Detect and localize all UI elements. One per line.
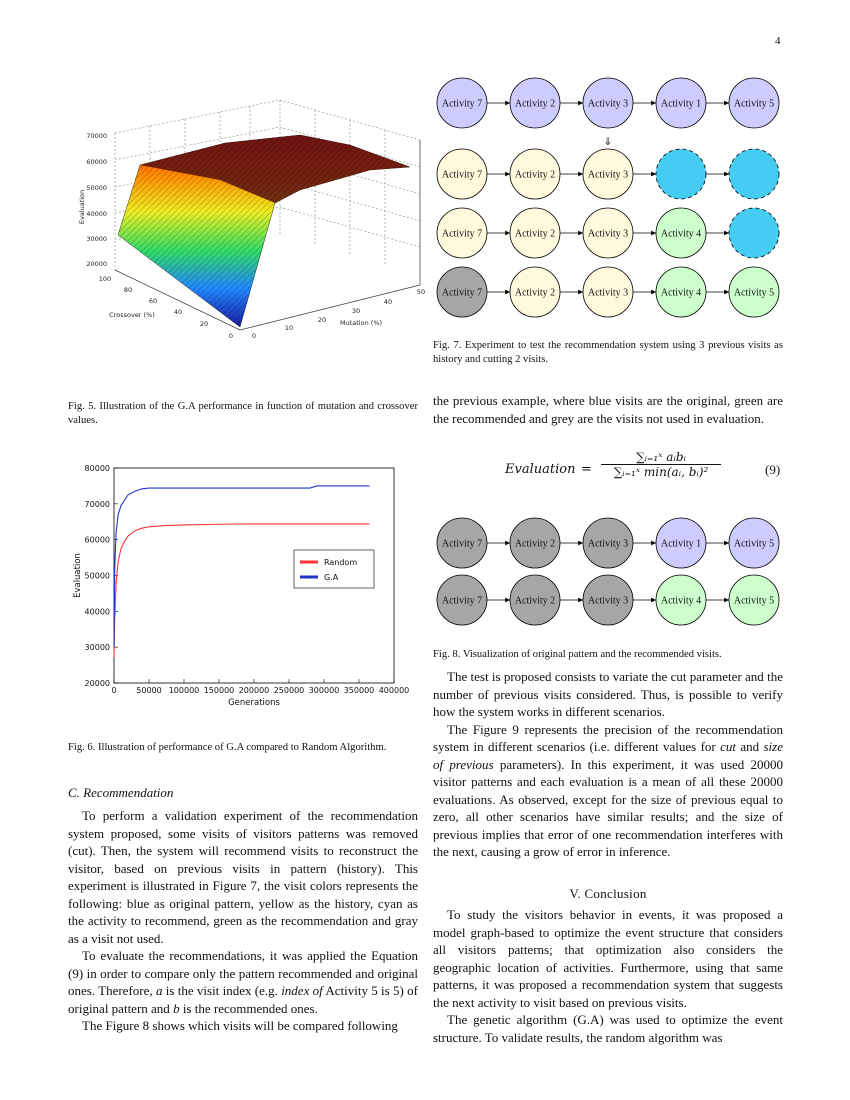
fig6-x-tick-label: 350000 [343,686,375,695]
fig8-activity-label: Activity 5 [733,538,775,550]
continuation-paragraph: the previous example, where blue visits are the original, green are the recommended and grey are the visits not used in evaluation. [433,393,783,426]
fig8-activity-label: Activity 4 [660,595,702,607]
test-paragraph: The test is proposed consists to variate the cut parameter and the number of previous visits considered. Thus, is possible to verify how the system works in different scenarios. [433,669,783,719]
fig6-x-label: Generations [228,698,280,708]
fig6-legend [294,550,374,588]
fig6-x-tick-label: 300000 [308,686,340,695]
fig5-z-tick: 40000 [86,210,107,218]
fig6-y-tick-label: 60000 [84,535,110,545]
equation-lhs: Evaluation [505,462,576,477]
fig6-x-tick-label: 250000 [273,686,305,695]
section-c-paragraph: To perform a validation experiment of the recommendation system proposed, some visits of visitors patterns was removed (cut). Then, the system will recommend visits to reconstruct the visitor, based on previous visits in pattern (history). This experiment is illustrated in Figure 7, the visit colors represents the following: blue as original pattern, yellow as the history, cyan as the activity to recommend, green as the recommendation and gray as a visit not used. [68,808,418,946]
fig7-activity-label: Activity 3 [587,169,629,181]
fig7-activity-label: Activity 3 [587,228,629,240]
right-column-text-2 [433,668,783,861]
fig5-mutation-tick: 50 [416,288,426,296]
fig6-y-tick-label: 80000 [84,464,110,473]
fig6-x-tick-label: 200000 [238,686,270,695]
fig5-crossover-label: Crossover (%) [109,311,155,319]
fig8-activity-label: Activity 7 [441,538,483,550]
fig6-x-tick-label: 50000 [136,686,162,695]
equation-fraction [601,450,721,479]
fig6-x-tick-label: 150000 [203,686,235,695]
section-c-paragraph: The Figure 8 shows which visits will be compared following [82,1018,398,1033]
fig5-z-tick: 20000 [86,260,107,268]
fig7-activity-node [729,149,779,199]
fig6-legend-label: G.A [324,573,339,582]
fig6-y-tick-label: 70000 [84,499,110,509]
fig8-activity-label: Activity 5 [733,595,775,607]
fig8-activity-label: Activity 2 [514,595,556,607]
fig5-mutation-tick: 40 [383,298,393,306]
fig5-mutation-tick: 0 [251,332,257,340]
fig5-crossover-tick: 40 [173,308,183,316]
fig5-z-tick: 50000 [86,184,107,192]
fig7-activity-label: Activity 7 [441,98,483,110]
fig7-down-arrow-icon: ⇓ [603,135,613,148]
fig5-z-tick: 60000 [86,158,107,166]
fig6-y-tick-label: 20000 [84,679,110,688]
fig5-z-tick: 30000 [86,235,107,243]
right-column-text-1 [433,392,783,427]
fig6-x-tick-label: 400000 [378,686,410,695]
fig7-activity-label: Activity 4 [660,228,702,240]
conclusion-title: V. Conclusion [569,886,647,901]
fig6-line-chart [68,460,413,710]
equation-9 [433,450,783,495]
fig7-activity-label: Activity 2 [514,228,556,240]
fig5-z-label: Evaluation [78,189,86,225]
fig5-mutation-label: Mutation (%) [339,319,383,327]
equation-denominator: ∑ᵢ₌₁ˣ min(aᵢ, bᵢ)² [601,464,721,479]
conclusion-paragraph: To study the visitors behavior in events, it was proposed a model graph-based to optimize the event structure that considers all visitors patterns; that optimization also considers the geographic location of activities. Furthermore, using that same patterns, it was proposed a recommendation system that suggests the next activity to visit based on previous visits. [433,907,783,1010]
fig5-caption: Fig. 5. Illustration of the G.A performance in function of mutation and crossover values. [68,401,418,426]
fig6-x-tick-label: 0 [111,686,117,695]
fig8-activity-label: Activity 7 [441,595,483,607]
fig7-activity-label: Activity 7 [441,287,483,299]
fig8-activity-label: Activity 3 [587,538,629,550]
fig7-activity-diagram [432,73,787,335]
fig7-activity-node [729,208,779,258]
fig7-activity-label: Activity 1 [660,98,702,110]
fig7-activity-label: Activity 2 [514,287,556,299]
equation-number: (9) [765,462,781,477]
left-column-text [68,807,418,1035]
fig7-activity-label: Activity 5 [733,98,775,110]
fig6-series-line-random [114,524,370,658]
fig6-y-tick-label: 50000 [84,571,110,581]
fig6-y-tick-label: 40000 [84,607,110,617]
fig6-y-tick-label: 30000 [84,643,110,653]
fig8-activity-label: Activity 1 [660,538,702,550]
fig5-crossover-tick: 80 [123,286,133,294]
fig5-mutation-tick: 20 [317,316,327,324]
fig5-mutation-tick: 10 [284,324,294,332]
fig6-legend-label: Random [324,558,358,567]
fig6-caption: Fig. 6. Illustration of performance of G.A compared to Random Algorithm. [68,742,387,753]
right-column-text-3 [433,906,783,1046]
fig5-crossover-tick: 60 [148,297,158,305]
equation-equals: = [581,462,592,477]
fig6-legend-box [294,550,374,588]
fig8-caption: Fig. 8. Visualization of original pattern and the recommended visits. [433,649,722,660]
fig7-caption: Fig. 7. Experiment to test the recommendation system using 3 previous visits as history and cutting 2 visits. [433,340,783,365]
conclusion-paragraph: The genetic algorithm (G.A) was used to optimize the event structure. To validate results, the random algorithm was [433,1012,783,1045]
fig5-z-tick: 70000 [86,132,107,140]
fig5-surface-plot [70,95,440,350]
equation-numerator: ∑ᵢ₌₁ˣ aᵢbᵢ [636,450,686,464]
fig8-activity-label: Activity 3 [587,595,629,607]
section-c-paragraph: To evaluate the recommendations, it was applied the Equation (9) in order to compare only the pattern recommended and original ones. Therefore, a is the visit index (e.g. index of Activity 5 is 5) of original pattern and b is the recommended ones. [68,948,418,1016]
fig7-activity-label: Activity 5 [733,287,775,299]
fig7-activity-label: Activity 4 [660,287,702,299]
fig7-activity-node [656,149,706,199]
page-number: 4 [775,35,781,47]
fig7-activity-label: Activity 2 [514,169,556,181]
section-c-title: C. Recommendation [68,785,174,800]
fig7-activity-label: Activity 3 [587,98,629,110]
fig5-mutation-tick: 30 [351,307,361,315]
fig8-activity-diagram [432,513,787,628]
fig6-x-tick-label: 100000 [168,686,200,695]
fig5-crossover-tick: 20 [199,320,209,328]
fig7-activity-label: Activity 7 [441,169,483,181]
fig8-activity-label: Activity 2 [514,538,556,550]
fig6-y-label: Evaluation [73,553,83,598]
fig7-activity-label: Activity 7 [441,228,483,240]
fig7-activity-label: Activity 2 [514,98,556,110]
fig5-crossover-tick: 0 [228,332,234,340]
fig7-activity-label: Activity 3 [587,287,629,299]
fig5-crossover-tick: 100 [98,275,112,283]
fig9-paragraph: The Figure 9 represents the precision of the recommendation system in different scenarios (i.e. different values for cut and size of previous parameters). In this experiment, it was used 20000 visitor patterns and each evaluation is a mean of all these 20000 evaluations. As observed, except for the size of previous equal to zero, all other scenarios have similar results; and the size of previous implies that error of one recommendation interferes with the next, causing a grow of error in inference. [433,721,783,859]
